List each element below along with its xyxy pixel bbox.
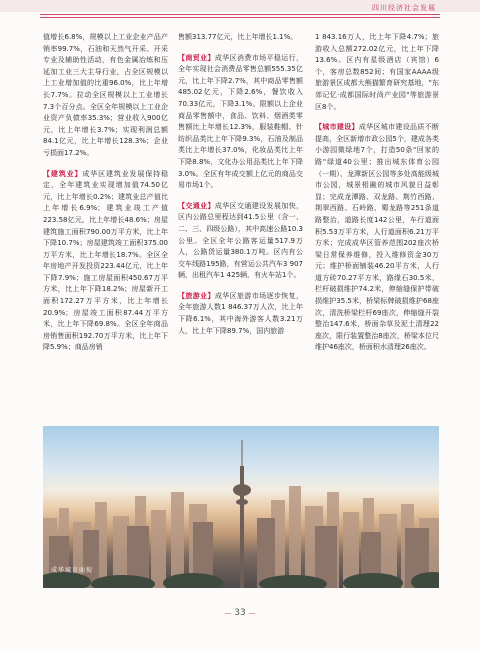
paragraph-realestate-cont: 售额313.77亿元，比上年增长1.1%。 — [178, 33, 298, 41]
paragraph-tourism-cont: 1 843.16万人，比上年下降4.7%；旅游收入总额272.02亿元，比上年下降13.6%。区内有星级酒店（宾馆）6个，客房总数852间；有国家AAAA级旅游景区成都大熊猫繁育研究基地，"东郊记忆·成都国际时尚产业园"等旅游景区8个。 — [315, 33, 439, 111]
text-column-2 — [178, 32, 303, 340]
text-column-3 — [315, 32, 439, 357]
photo-caption: 成华城市面貌 — [51, 567, 94, 574]
page-number-dash-left: — — [224, 609, 232, 617]
paragraph-industry-cont: 值增长6.8%，规模以上工业企业产品产销率99.7%，石油和天然气开采、开采专业及辅助性活动，有色金属冶炼和压延加工业三大主导行业，占全区规模以上工业增加值的比重96.0%，比上年增长7.7%。拉动全区规模以上工业增长7.3个百分点。全区全年规模以上工业企业资产负债率35.3%；营业收入900亿元，比上年增长3.7%；实现利润总额84.1亿元，比上年增长128.3%；企业亏损面17.2%。 — [43, 33, 168, 157]
paragraph-urban-construction — [315, 122, 439, 354]
header-rule — [40, 14, 440, 18]
section-tag-urban-construction: 【城市建设】 — [315, 123, 359, 132]
paragraph-commerce-text: 成华区消费市场平稳运行，全年实现社会消费品零售总额555.35亿元，比上年下降2.7%，其中商品零售额485.02亿元，下降2.6%，餐饮收入70.33亿元，下降3.1%。限额以上企业商品零售额中，食品、饮料、烟酒类零售额比上年增长12.3%，服装鞋帽、针纺织品类比上年下降9.3%，石油及制品类比上年增长37.0%，化妆品类比上年下降8.8%，文化办公用品类比上年下降3.0%。全区有年成交额上亿元的商品交易市场1个。 — [178, 53, 303, 190]
city-skyline-photo — [43, 426, 439, 588]
section-tag-transport: 【交通业】 — [178, 201, 215, 210]
page-number: 33 — [234, 608, 246, 618]
page-number-footer — [0, 608, 480, 618]
paragraph-tourism-text: 成华区旅游市场逐步恢复，全年旅游人数1 846.37万人次，比上年下降6.1%，其中海外游客人数3.21万人，比上年下降89.7%，国内旅游 — [178, 291, 303, 335]
section-tag-tourism: 【旅游业】 — [178, 291, 215, 300]
section-tag-construction: 【建筑业】 — [43, 169, 83, 178]
section-tag-commerce: 【商贸业】 — [178, 53, 215, 62]
paragraph-construction — [43, 169, 168, 355]
paragraph-commerce — [178, 53, 303, 192]
paragraph-transport-text: 成华区交通建设发展加快，区内公路总里程达到41.5公里（含一、二、三、四级公路），其中高速公路10.3公里。全区全年公路客运量517.9万人，公路货运量380.1万吨。区内有公交车线路195路，有营运公共汽车3 907辆，出租汽车1 425辆，有火车站1个。 — [178, 201, 303, 280]
text-column-1 — [43, 32, 168, 357]
paragraph-construction-text: 成华区建筑业发展保持稳定，全年建筑业实现增加值74.50亿元，比上年增长0.2%；建筑业总产值比上年增长6.9%；建筑业竣工产值223.58亿元，比上年增长48.6%；房屋建筑施工面积790.00万平方米，比上年下降10.7%；房屋建筑竣工面积375.00万平方米，比上年增长18.7%。全区全年房地产开发投资223.44亿元，比上年下降7.9%；施工房屋面积450.67万平方米，比上年下降18.2%；房屋新开工面积172.27万平方米，比上年增长20.9%；房屋竣工面积87.44万平方米，比上年下降69.8%。全区全年商品房销售面积192.70万平方米，比上年下降5.9%；商品房销 — [43, 169, 169, 352]
skyline-illustration — [43, 426, 439, 588]
paragraph-tourism — [178, 291, 303, 337]
running-header-title: 四川经济社会发展 — [372, 4, 436, 12]
paragraph-urban-construction-text: 成华区城市建设品质不断提高，全区新增市政公园5个，建成各类小游园微绿地7个，打造50条"回家的路"绿道40公里；推出城东体育公园（一期）、龙潭新区公园等多处高能级城市公园，城景相融的城市风貌日益彰显；完成龙潭路、双龙路、荆竹西路、荆翠西路、石岭路、蜀龙路等251条道路整治，道路长度142公里，车行道面积5.53万平方米，人行道面积6.21万平方米；完成成华区管养范围202座次桥梁日常保养维修，投入维修资金30万元；维护桥面铺装46.20平方米，人行道方砖70.27平方米，路缘石30.5米，栏杆破损维护74.2米，伸缩缝保护带破损维护35.5米，桥梁标牌破损维护68座次，清洗桥梁栏杆69座次，伸缩缝开裂整治147.6米，桥面杂草及泥土清理22座次，限行装置整治8座次，桥梁本位尺维护46座次，桥面积水清理26座次。 — [315, 123, 439, 352]
paragraph-transport — [178, 201, 303, 282]
page-number-dash-right: — — [248, 609, 256, 617]
